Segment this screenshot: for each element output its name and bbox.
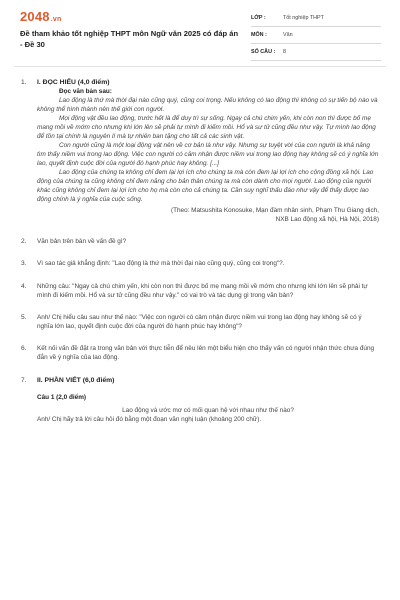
- meta-label: SỐ CÂU :: [251, 49, 276, 55]
- question-body: [37, 78, 379, 224]
- source-line: NXB Lao động xã hội, Hà Nội, 2018): [275, 216, 379, 223]
- writing-prompt: Lao động và ước mơ có mối quan hệ với nhau như thế nào?: [122, 407, 294, 414]
- meta-value: Văn: [283, 32, 293, 38]
- question-text: Kết nối vấn đề đặt ra trong văn bản với thực tiễn để nêu lên một biểu hiện cho thấy vấn có người nhận thức chưa đúng đắn về ý nghĩa của lao động.: [37, 345, 375, 361]
- header-divider: [14, 66, 386, 67]
- meta-info-box: [251, 12, 381, 63]
- question-number: 2.: [21, 238, 27, 245]
- question-text: Những câu: "Ngay cả chú chim yến, khi còn non thì được bố mẹ mang mồi về mớm cho nhưng khi lớn lên sẽ phải tự mình đi kiếm mồi. Hổ và sư tử cũng đều như vậy." có vai trò và tác dụng gì trong văn bản?: [37, 283, 368, 299]
- logo-suffix: .vn: [50, 16, 62, 23]
- question-number: 5.: [21, 314, 27, 321]
- meta-label: MÔN :: [251, 32, 267, 38]
- passage-source: [37, 206, 379, 224]
- question-3: [21, 259, 379, 268]
- question-number: 6.: [21, 345, 27, 352]
- question-text: Văn bản trên bàn về vấn đề gì?: [37, 238, 127, 245]
- question-7: [21, 376, 379, 424]
- document-title: Đề tham khảo tốt nghiệp THPT môn Ngữ văn 2025 có đáp án - Đề 30: [20, 29, 239, 49]
- reading-passage: [37, 96, 379, 204]
- passage-paragraph: Lao động của chúng ta không chỉ đem lại lợi ích cho chúng ta mà còn đem lại lợi ích cho cộng đồng xã hội. Lao động của chúng ta cũng không chỉ đem năng cho bản thân chúng ta mà còn dành cho mọi người. Lao động của người khác cũng không chỉ đem lại lợi ích cho họ mà còn cho cả chúng ta. Cần suy nghĩ thấu đáo như vậy để thấy được lao động chính là ý nghĩa của cuộc sống.: [37, 169, 374, 203]
- passage-paragraph: Lao động là thứ mà thời đại nào cũng quý, cũng coi trọng. Nếu không có lao động thì không có sự tiến bộ nào và không thể hình thành nên thế giới con người.: [37, 97, 378, 113]
- question-number: 1.: [21, 79, 27, 86]
- source-line: (Theo: Matsushita Konosuke, Mạn đàm nhân sinh, Phạm Thu Giang dịch,: [170, 207, 379, 214]
- meta-row-count: [251, 46, 381, 61]
- question-2: [21, 237, 379, 246]
- question-number: 4.: [21, 283, 27, 290]
- question-6: [21, 344, 379, 362]
- question-list: [0, 78, 400, 424]
- question-4: [21, 282, 379, 300]
- passage-intro: Đọc văn bản sau:: [59, 88, 112, 95]
- question-number: 7.: [21, 377, 27, 384]
- meta-value: 8: [283, 49, 286, 55]
- meta-value: Tốt nghiệp THPT: [283, 15, 324, 21]
- writing-instruction: Anh/ Chị hãy trả lời câu hỏi đó bằng một đoạn văn nghị luận (khoảng 200 chữ).: [37, 416, 262, 423]
- passage-paragraph: Mọi động vật đều lao động, trước hết là để duy trì sự sống. Ngay cả chú chim yến, khi còn non thì được bố mẹ mang mồi về mớm cho nhưng khi lớn lên sẽ phải tự mình đi kiếm mồi. Hổ và sư tử cũng đều như vậy. Tự mình lao động để tồn tại chính là nguyên lí mà tự nhiên ban tặng cho tất cả các sinh vật.: [37, 115, 376, 140]
- passage-paragraph: Con người cũng là một loại động vật nên về cơ bản là như vậy. Nhưng sự tuyệt vời của con người là khả năng tìm thấy niềm vui trong lao động. Việc con người có cảm nhận được niềm vui trong lao động hay không sẽ có ý nghĩa lớn lao, quyết định cuộc đời của người đó hạnh phúc hay không. [...]: [37, 142, 379, 167]
- meta-label: LỚP :: [251, 15, 266, 21]
- question-text: Vì sao tác giả khẳng định: "Lao động là thứ mà thời đại nào cũng quý, cũng coi trọng"?.: [37, 260, 285, 267]
- page-header: [0, 0, 400, 64]
- site-logo[interactable]: [20, 9, 61, 24]
- question-5: [21, 313, 379, 331]
- question-text: Anh/ Chị hiểu câu sau như thế nào: "Việc con người có cảm nhận được niềm vui trong lao động hay không sẽ có ý nghĩa lớn lao, quyết định cuộc đời của người đó hạnh phúc hay không"?: [37, 314, 362, 330]
- section-title-reading: I. ĐỌC HIỂU (4,0 điểm): [37, 79, 110, 86]
- logo-main: 2048: [20, 9, 50, 24]
- meta-row-subject: [251, 29, 381, 44]
- question-number: 3.: [21, 260, 27, 267]
- meta-row-class: [251, 12, 381, 27]
- section-title-writing: II. PHẦN VIẾT (6,0 điểm): [37, 377, 115, 384]
- sub-question-title: Câu 1 (2,0 điểm): [37, 394, 87, 401]
- question-1: [21, 78, 379, 224]
- question-body: [37, 376, 379, 424]
